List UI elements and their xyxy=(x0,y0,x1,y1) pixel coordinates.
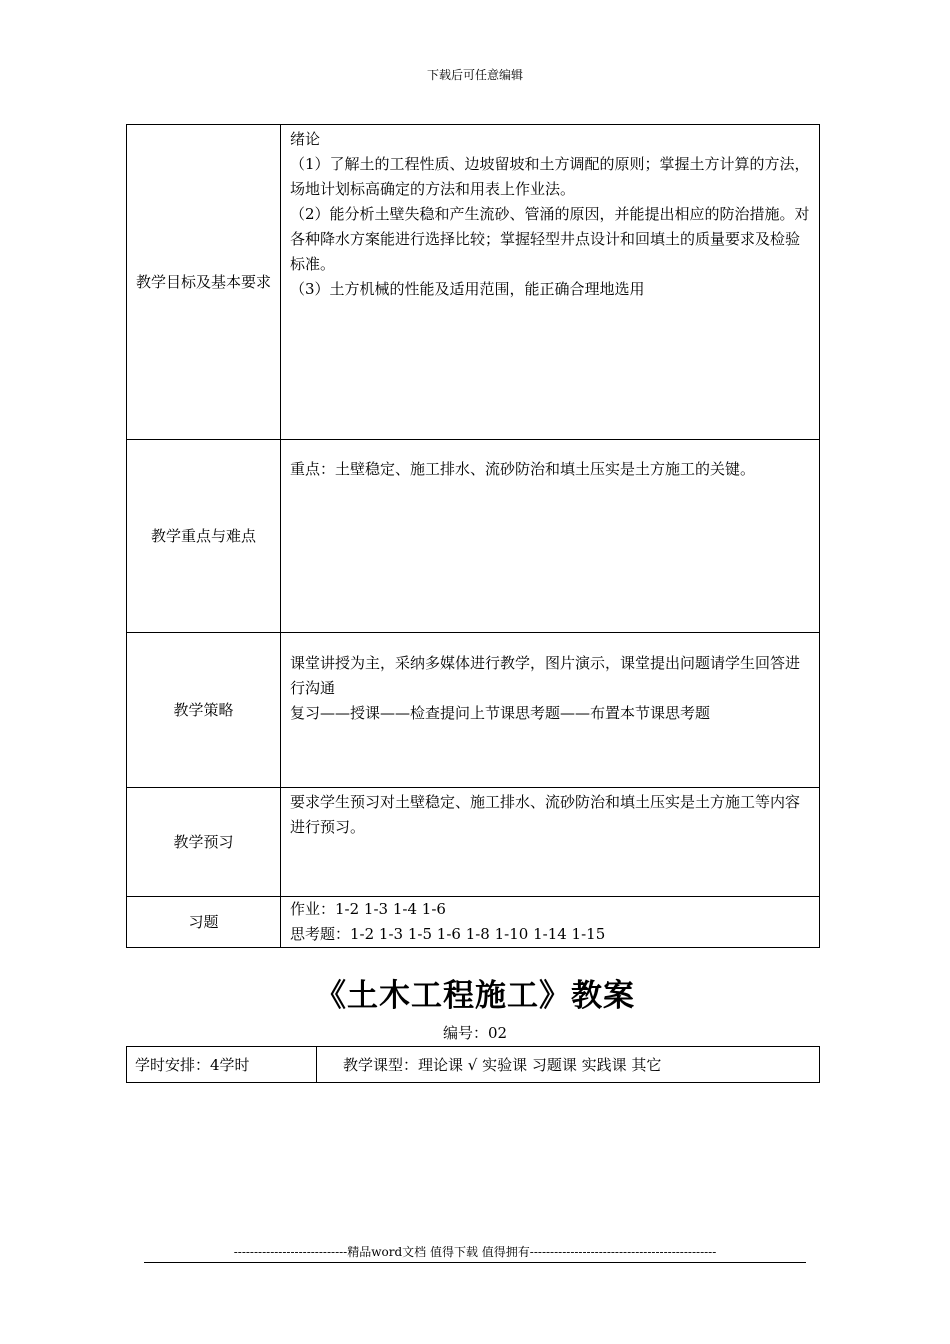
header-note: 下载后可任意编辑 xyxy=(426,68,523,82)
content-line: 作业：1-2 1-3 1-4 1-6 xyxy=(290,900,446,918)
course-type: 教学课型：理论课 √ 实验课 习题课 实践课 其它 xyxy=(317,1047,820,1083)
class-hours: 学时安排：4学时 xyxy=(127,1047,317,1083)
table-row xyxy=(127,1047,820,1083)
row-label: 习题 xyxy=(127,897,281,948)
lesson-plan-table xyxy=(126,124,820,948)
row-label: 教学策略 xyxy=(127,633,281,788)
content-line: 课堂讲授为主，采纳多媒体进行教学，图片演示，课堂提出问题请学生回答进行沟通 xyxy=(290,654,801,697)
row-label: 教学重点与难点 xyxy=(127,440,281,633)
document-title: 《土木工程施工》教案 xyxy=(315,978,635,1014)
row-label: 教学预习 xyxy=(127,788,281,897)
row-content xyxy=(281,788,820,897)
table-row xyxy=(127,125,820,440)
row-content xyxy=(281,897,820,948)
content-line: 思考题：1-2 1-3 1-5 1-6 1-8 1-10 1-14 1-15 xyxy=(290,925,606,943)
row-label: 教学目标及基本要求 xyxy=(127,125,281,440)
row-content xyxy=(281,633,820,788)
content-line: 复习——授课——检查提问上节课思考题——布置本节课思考题 xyxy=(290,704,711,722)
content-line: （2）能分析土壁失稳和产生流砂、管涌的原因，并能提出相应的防治措施。对各种降水方案能进行选择比较；掌握轻型井点设计和回填土的质量要求及检验标准。 xyxy=(290,205,810,273)
content-line: （1）了解土的工程性质、边坡留坡和土方调配的原则；掌握土方计算的方法，场地计划标高确定的方法和用表上作业法。 xyxy=(290,155,810,198)
table-row xyxy=(127,633,820,788)
course-info-table xyxy=(126,1046,820,1083)
content-line: 绪论 xyxy=(290,130,321,148)
table-row xyxy=(127,788,820,897)
document-number: 编号：02 xyxy=(442,1024,508,1042)
content-line: 要求学生预习对土壁稳定、施工排水、流砂防治和填土压实是土方施工等内容进行预习。 xyxy=(290,793,801,836)
table-row xyxy=(127,440,820,633)
content-line: 重点：土壁稳定、施工排水、流砂防治和填土压实是土方施工的关键。 xyxy=(290,460,756,478)
table-row xyxy=(127,897,820,948)
footer-text: ----------------------------精品word文档 值得下载 值得拥有---------------------------------------------- xyxy=(233,1245,717,1259)
row-content xyxy=(281,125,820,440)
footer-divider xyxy=(144,1262,806,1263)
content-line: （3）土方机械的性能及适用范围，能正确合理地选用 xyxy=(290,280,645,298)
row-content xyxy=(281,440,820,633)
